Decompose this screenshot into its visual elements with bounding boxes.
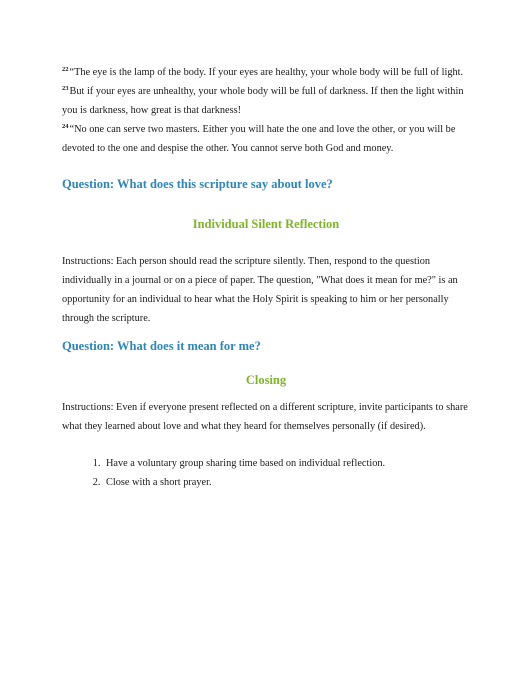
verse-23: [62, 82, 470, 120]
verse-number: 22: [62, 66, 69, 73]
closing-steps-list: [62, 454, 470, 492]
closing-instructions: Instructions: Even if everyone present reflected on a different scripture, invite participants to share what they learned about love and what they heard for themselves personally (if desired).: [62, 402, 468, 432]
heading-closing: Closing: [245, 373, 287, 387]
verse-22: [62, 63, 470, 82]
question-love: Question: What does this scripture say about love?: [62, 177, 333, 191]
verse-text: But if your eyes are unhealthy, your whole body will be full of darkness. If then the light within you is darkness, how great is that darkness!: [62, 86, 464, 116]
verse-text: “No one can serve two masters. Either you will hate the one and love the other, or you will be devoted to the one and despise the other. You cannot serve both God and money.: [62, 124, 456, 154]
heading-individual-silent-reflection: Individual Silent Reflection: [192, 217, 340, 231]
list-item: 1. Have a voluntary group sharing time based on individual reflection.: [103, 454, 470, 473]
verse-number: 23: [62, 85, 69, 92]
verse-text: “The eye is the lamp of the body. If your eyes are healthy, your whole body will be full of light.: [69, 67, 464, 78]
question-meaning: Question: What does it mean for me?: [62, 339, 261, 353]
reflection-instructions: Instructions: Each person should read the scripture silently. Then, respond to the question individually in a journal or on a piece of paper. The question, "What does it mean for me?" is an opportunity for an individual to hear what the Holy Spirit is speaking to him or her personally through the scripture.: [62, 256, 458, 324]
list-item: 2. Close with a short prayer.: [103, 473, 470, 492]
verse-number: 24: [62, 123, 69, 130]
verse-24: [62, 120, 470, 158]
